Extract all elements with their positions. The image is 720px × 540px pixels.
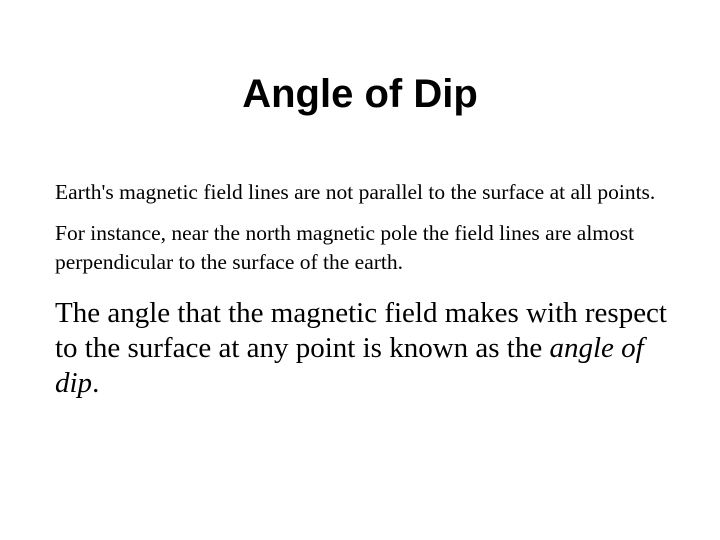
slide-body xyxy=(55,178,675,401)
definition-tail: . xyxy=(92,367,100,399)
definition-term: angle of dip xyxy=(55,332,644,399)
paragraph-field-lines: Earth's magnetic field lines are not parallel to the surface at all points. xyxy=(55,180,656,204)
definition-lead: The angle that the magnetic field makes with respect to the surface at any point is known as the xyxy=(55,297,667,364)
paragraph-north-pole: For instance, near the north magnetic pole the field lines are almost perpendicular to the surface of the earth. xyxy=(55,221,635,274)
slide-title: Angle of Dip xyxy=(242,72,478,116)
paragraph-definition xyxy=(55,296,675,401)
